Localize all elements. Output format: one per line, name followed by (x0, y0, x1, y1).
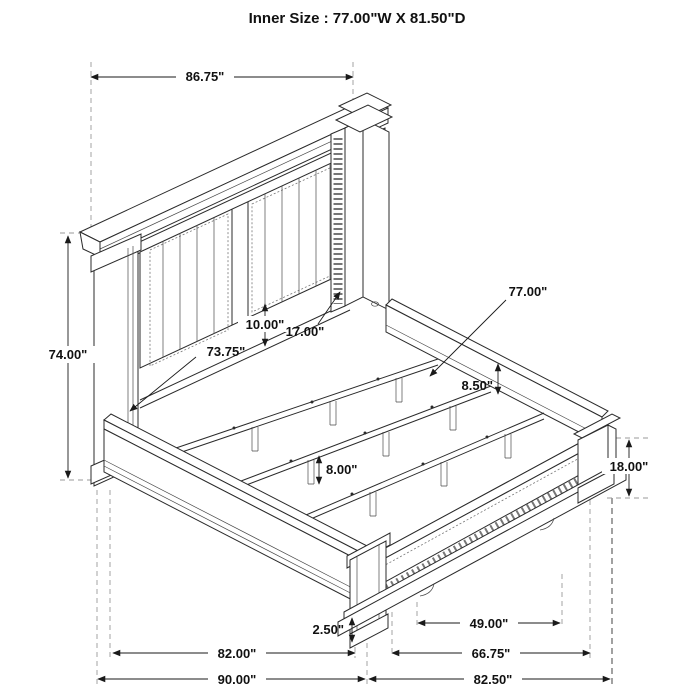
dim-label-foot-spacing: 49.00" (469, 616, 509, 631)
footboard-panel (356, 444, 596, 600)
headboard-right-pillar (345, 119, 363, 306)
dim-label-inner-width: 77.00" (508, 284, 548, 299)
dim-label-frame-width: 82.00" (217, 646, 257, 661)
dimension-leg-height (319, 456, 357, 484)
dim-label-top-width: 86.75" (185, 69, 225, 84)
dim-label-rail-mount-height: 17.00" (285, 324, 325, 339)
footboard (338, 414, 626, 648)
dimension-overall-depth (369, 671, 610, 687)
dim-label-leg-height: 8.00" (326, 462, 358, 477)
page-title: Inner Size : 77.00"W X 81.50"D (248, 10, 466, 27)
dim-label-overall-width: 90.00" (217, 672, 257, 687)
dimension-footboard-inner-width (392, 645, 590, 661)
dim-label-footboard-inner-width: 66.75" (471, 646, 511, 661)
dim-label-base-height: 2.50" (312, 622, 344, 637)
dim-label-panel-gap: 10.00" (245, 317, 285, 332)
dim-label-footboard-height: 18.00" (609, 459, 649, 474)
dim-label-overall-depth: 82.50" (473, 672, 513, 687)
right-rail-top (386, 299, 608, 417)
dimension-headboard-height (40, 236, 96, 478)
dimension-top-width (91, 68, 353, 85)
right-rail-inner-face (386, 305, 602, 444)
dim-label-slat-length: 73.75" (206, 344, 246, 359)
dimension-foot-spacing (418, 615, 560, 631)
dimension-overall-width (98, 671, 365, 687)
dim-label-headboard-height: 74.00" (48, 347, 88, 362)
dim-label-side-rail-depth: 8.50" (461, 378, 493, 393)
dimension-frame-width (113, 645, 355, 661)
